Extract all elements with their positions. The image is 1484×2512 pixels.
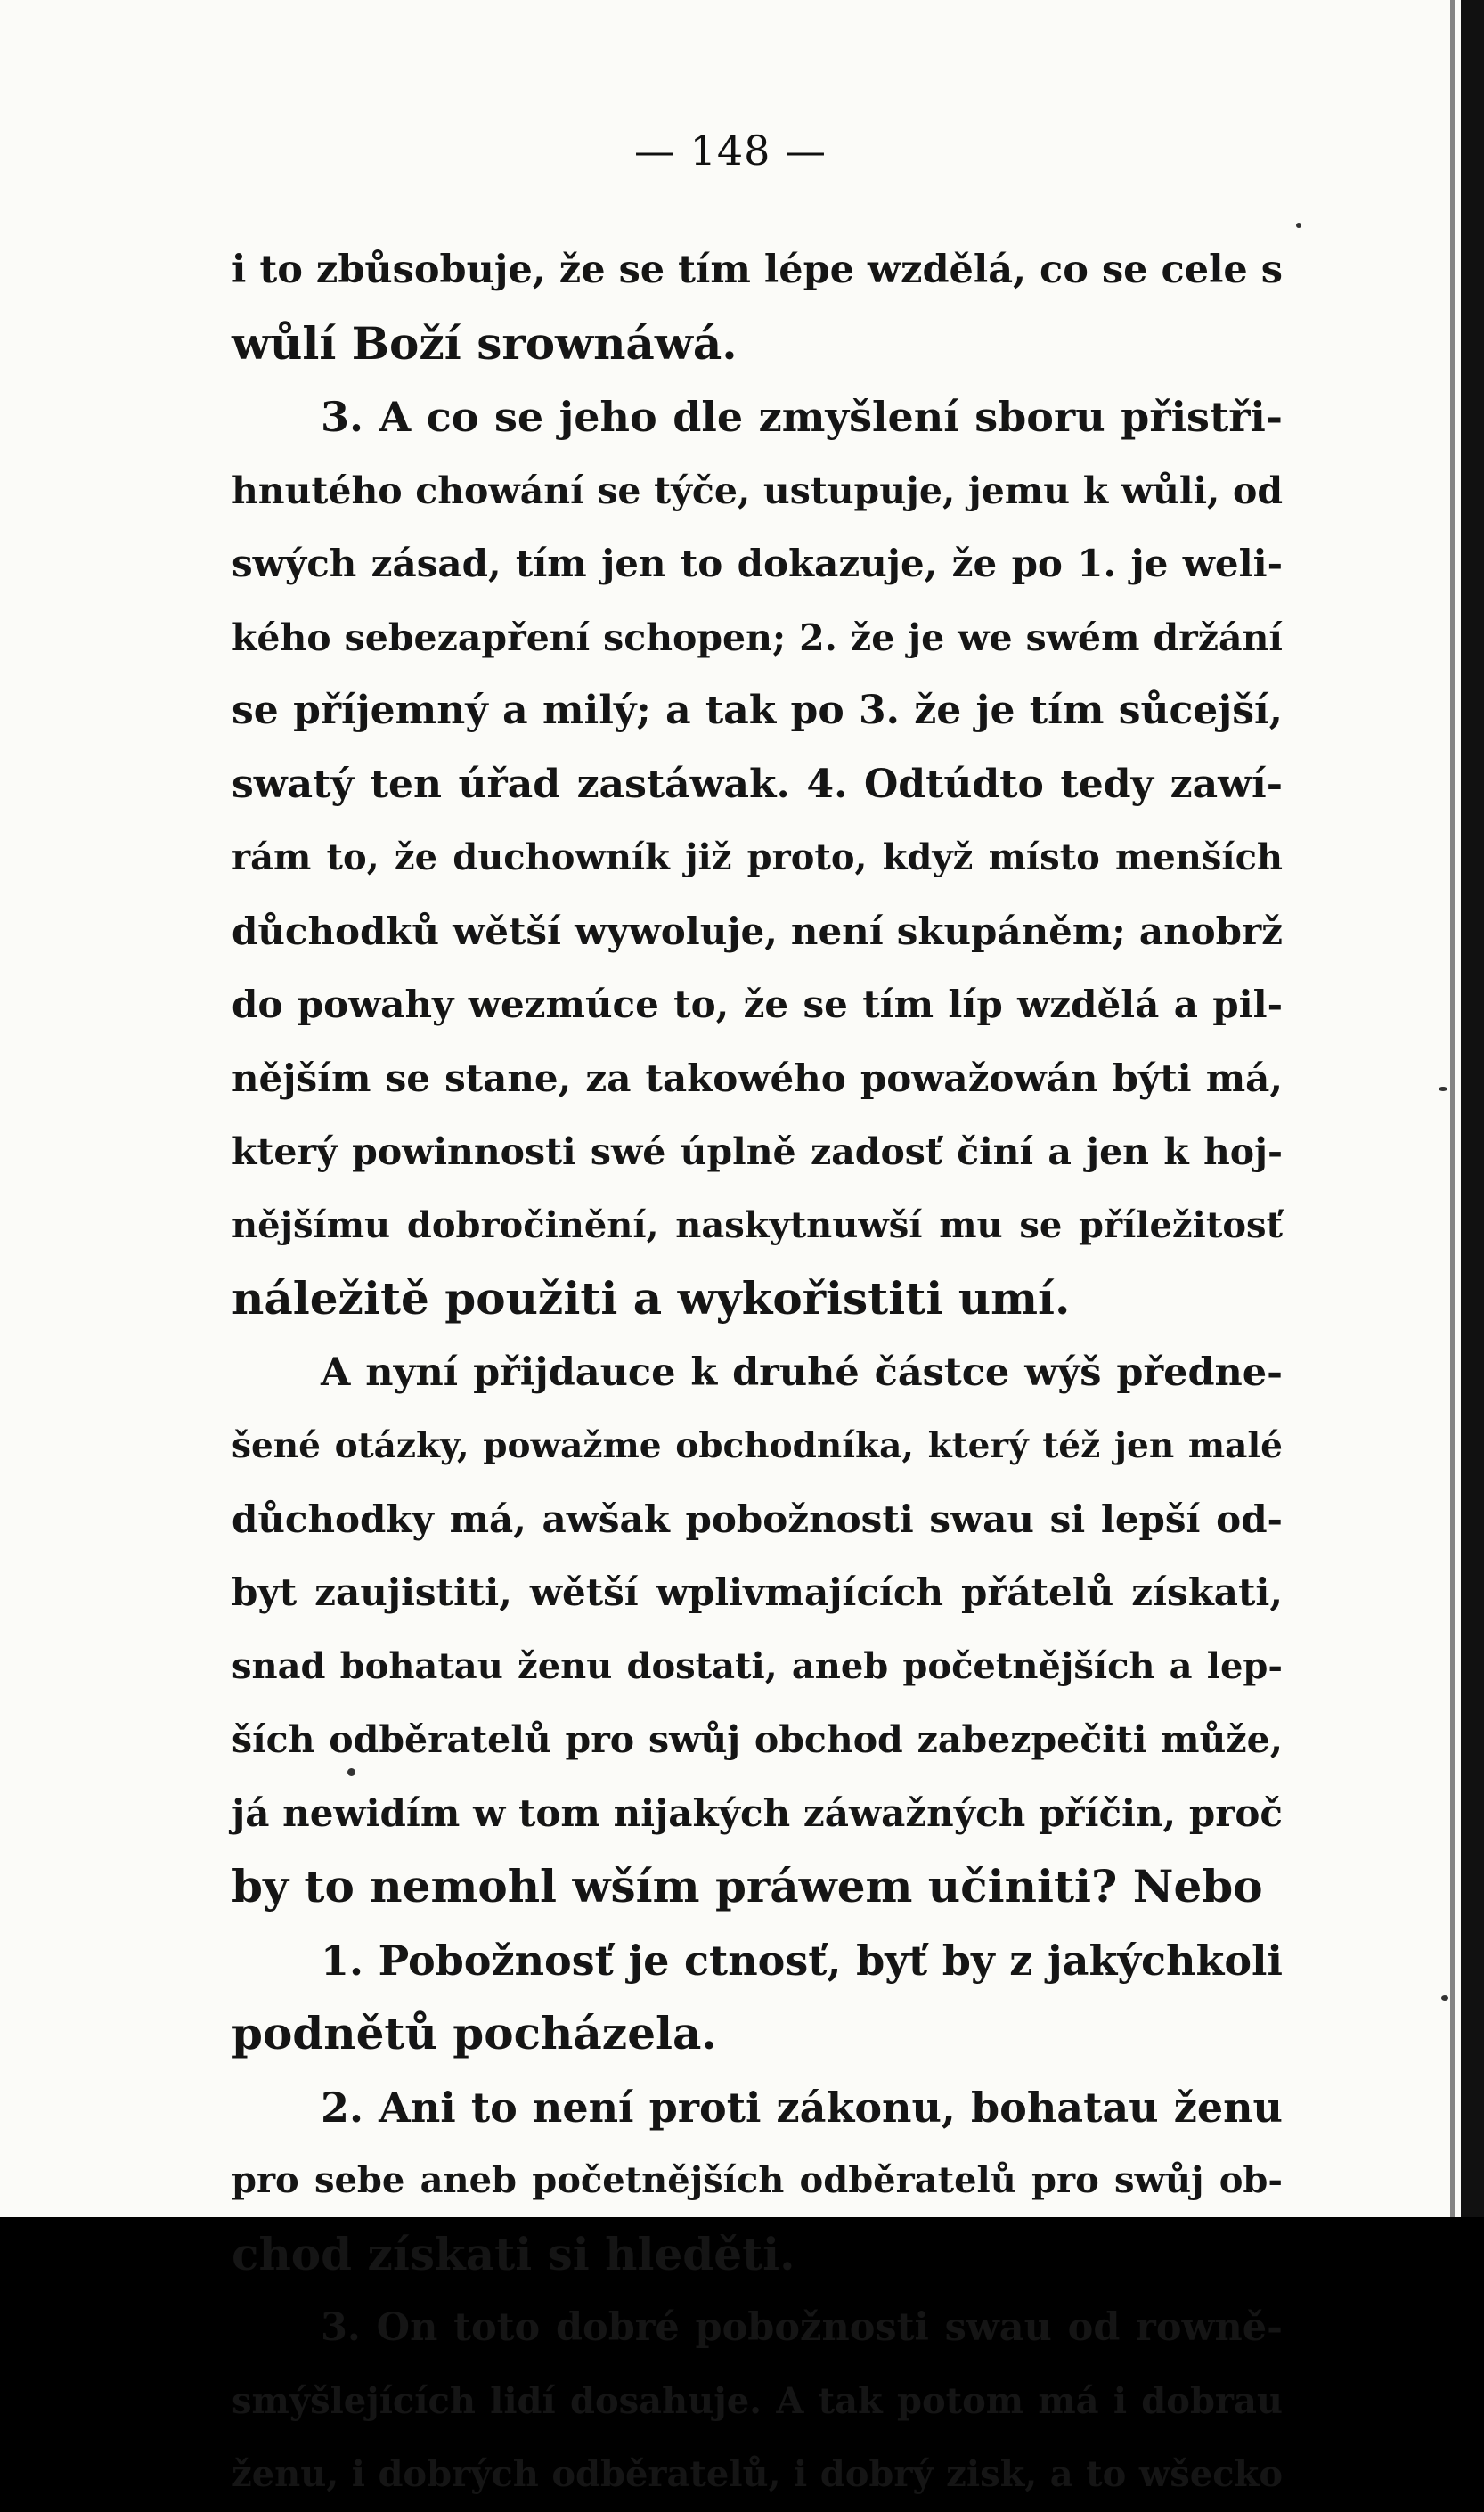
text-line: A nyní přijdauce k druhé částce wýš předne-	[321, 1350, 1283, 1395]
text-line: chod získati si hleděti.	[232, 2227, 795, 2280]
text-line: snad bohatau ženu dostati, aneb početnějších a lep-	[232, 1644, 1283, 1687]
text-line: důchodky má, awšak pobožnosti swau si lepší od-	[232, 1497, 1283, 1541]
page-number: — 148 —	[633, 126, 828, 175]
text-line: byt zaujistiti, wětší wplivmajících přátelů získati,	[232, 1570, 1283, 1614]
text-line: swých zásad, tím jen to dokazuje, že po 1. je weli-	[232, 542, 1283, 585]
text-line: 1. Pobožnosť je ctnosť, byť by z jakýchkoli	[321, 1936, 1283, 1985]
text-line: náležitě použiti a wykořistiti umí.	[232, 1272, 1071, 1325]
body-text	[232, 233, 1283, 2512]
scan-border	[1461, 0, 1484, 2217]
page-edge-shadow	[1450, 0, 1455, 2217]
text-line: který powinnosti swé úplně zadosť činí a jen k hoj-	[232, 1130, 1283, 1173]
text-line: podnětů pocházela.	[232, 2007, 717, 2059]
ink-speck	[1296, 223, 1301, 228]
text-line: nějším se stane, za takowého powažowán býti má,	[232, 1056, 1283, 1100]
ink-speck	[1439, 1087, 1447, 1091]
text-line: by to nemohl wším práwem učiniti? Nebo	[232, 1860, 1263, 1913]
text-line: 2. Ani to není proti zákonu, bohatau ženu	[321, 2083, 1283, 2132]
text-line: já newidím w tom nijakých záwažných příčin, proč	[232, 1790, 1283, 1835]
text-line: smýšlejících lidí dosahuje. A tak potom má i dobrau	[232, 2379, 1283, 2422]
text-line: do powahy wezmúce to, že se tím líp wzdělá a pil-	[232, 983, 1283, 1026]
text-line: pro sebe aneb početnějších odběratelů pro swůj ob-	[232, 2159, 1283, 2201]
ink-speck	[347, 1768, 355, 1776]
text-line: wůlí Boží srownáwá.	[232, 316, 738, 370]
text-line: nějšímu dobročinění, naskytnuwší mu se příležitosť	[232, 1203, 1283, 1246]
text-line: swatý ten úřad zastáwak. 4. Odtúdto tedy zawí-	[232, 761, 1283, 807]
text-line: důchodků wětší wywoluje, není skupáněm; anobrž	[232, 909, 1283, 953]
text-line: rám to, že duchowník již proto, když místo menších	[232, 836, 1283, 878]
text-line: 3. A co se jeho dle zmyšlení sboru přistři-	[321, 393, 1283, 441]
text-line: i to zbůsobuje, že se tím lépe wzdělá, co se cele s	[232, 248, 1283, 292]
text-line: šené otázky, powažme obchodníka, který též jen malé	[232, 1425, 1283, 1466]
text-line: hnutého chowání se týče, ustupuje, jemu k wůli, od	[232, 469, 1283, 512]
text-line: 3. On toto dobré pobožnosti swau od rowně-	[321, 2305, 1283, 2350]
text-line: se příjemný a milý; a tak po 3. že je tím sůcejší,	[232, 688, 1283, 733]
ink-speck	[1441, 1995, 1448, 2001]
text-line: ženu, i dobrých odběratelů, i dobrý zisk, a to wšecko	[232, 2453, 1283, 2495]
text-line: kého sebezapření schopen; 2. že je we swém držání	[232, 616, 1283, 659]
text-line: ších odběratelů pro swůj obchod zabezpečiti může,	[232, 1718, 1283, 1761]
